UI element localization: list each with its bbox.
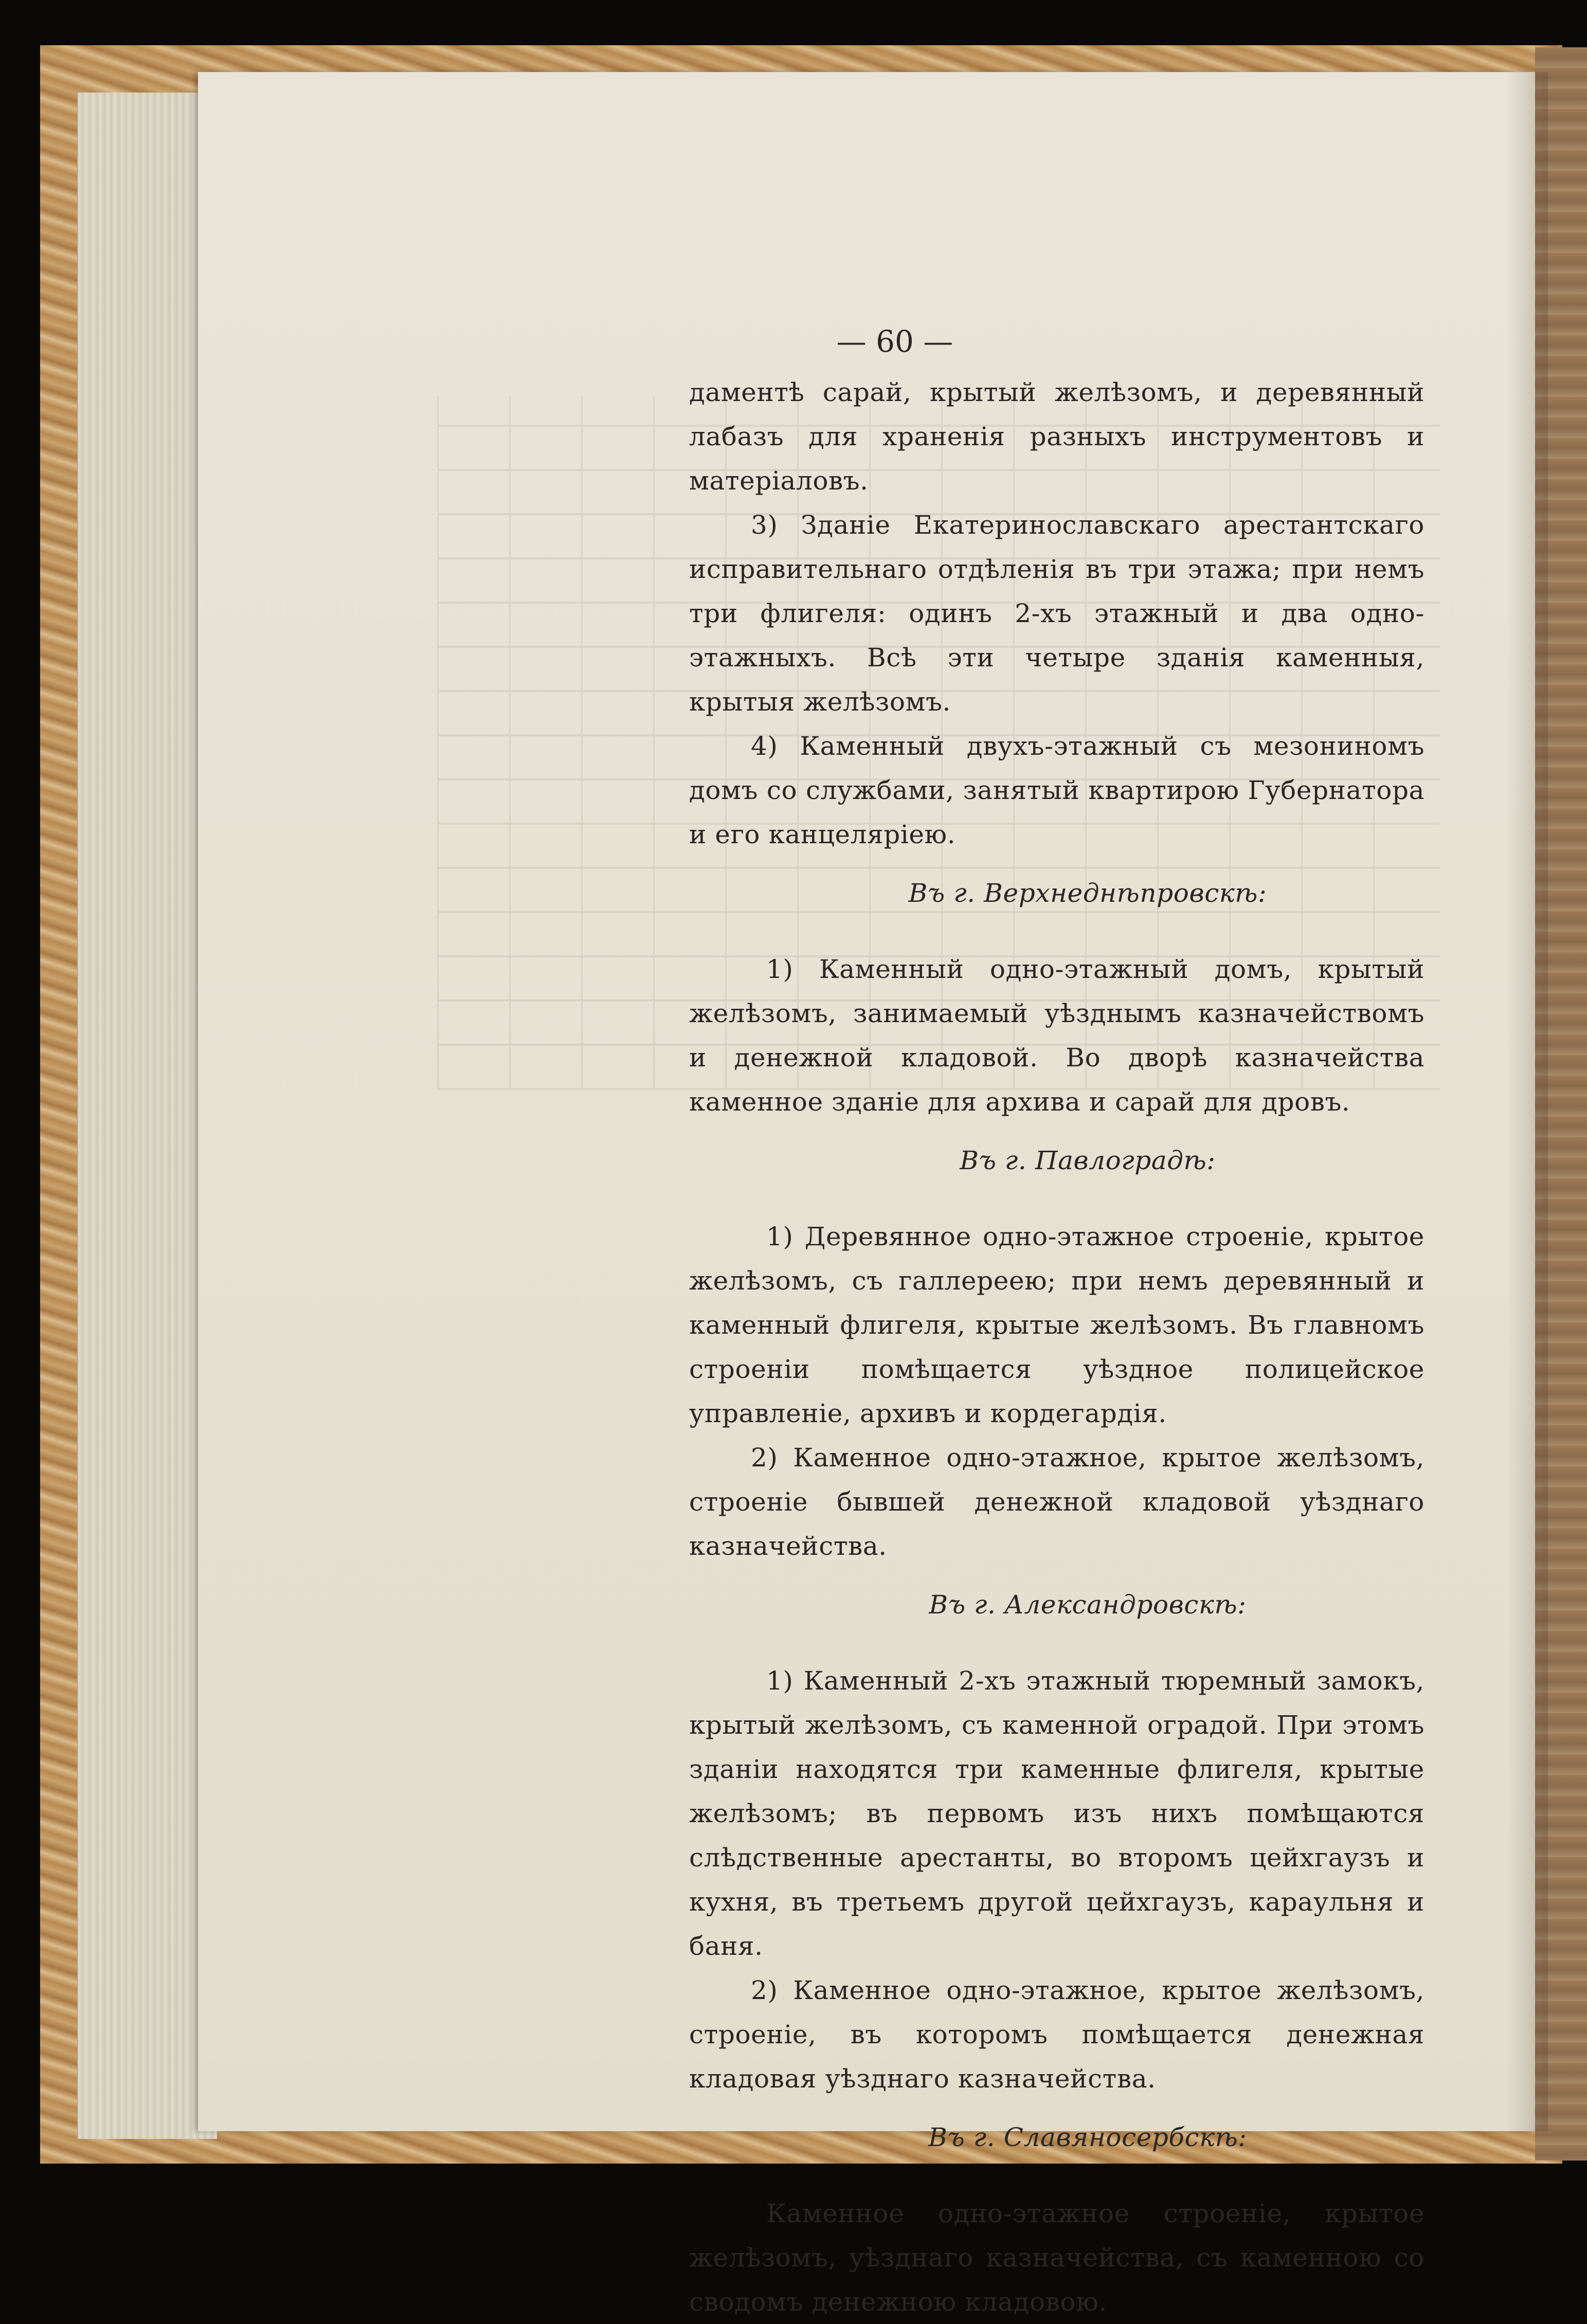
- page-text: [689, 370, 1424, 2324]
- paragraph: 1) Деревянное одно-этажное строеніе, крытое желѣзомъ, съ галлереею; при немъ деревянный и каменный флигеля, крытые желѣзомъ. Въ главномъ строеніи помѣщается уѣздное полицейское управленіе, архивъ и кордегардія.: [689, 1222, 1424, 1428]
- paragraph: 2) Каменное одно-этажное, крытое желѣзомъ, строеніе, въ которомъ помѣщается денежная кладовая уѣзднаго казначейства.: [689, 1975, 1424, 2094]
- section-heading: Въ г. Павлоградѣ:: [960, 1146, 1216, 1175]
- page-stack-edge: [77, 93, 217, 2139]
- page-gutter-shadow: [1507, 72, 1548, 2131]
- section-heading: Въ г. Верхнеднѣпровскѣ:: [908, 878, 1267, 908]
- page-number: — 60 —: [836, 324, 953, 359]
- paragraph: даментѣ сарай, крытый желѣзомъ, и деревянный лабазъ для храненія разныхъ инструментовъ и матеріаловъ.: [689, 377, 1424, 496]
- paragraph: Каменное одно-этажное строеніе, крытое желѣзомъ, уѣзднаго казначейства, съ каменною со сводомъ денежною кладовою.: [689, 2199, 1424, 2317]
- paragraph: 1) Каменный 2-хъ этажный тюремный замокъ, крытый желѣзомъ, съ каменной оградой. При этомъ зданіи находятся три каменные флигеля, крытые желѣзомъ; въ первомъ изъ нихъ помѣщаются слѣдственные арестанты, во второмъ цейхгаузъ и кухня, въ третьемъ другой цейхгаузъ, караульня и баня.: [689, 1666, 1424, 1961]
- paragraph: 4) Каменный двухъ-этажный съ мезониномъ домъ со службами, занятый квартирою Губернатора и его канцеляріею.: [689, 731, 1424, 849]
- paragraph: 3) Зданіе Екатеринославскаго арестантскаго исправительнаго отдѣленія въ три этажа; при немъ три флигеля: одинъ 2-хъ этажный и два одно-этажныхъ. Всѣ эти четыре зданія каменныя, крытыя желѣзомъ.: [689, 510, 1424, 717]
- section-heading: Въ г. Славяносербскѣ:: [928, 2122, 1247, 2152]
- paragraph: 2) Каменное одно-этажное, крытое желѣзомъ, строеніе бывшей денежной кладовой уѣзднаго казначейства.: [689, 1443, 1424, 1561]
- section-heading: Въ г. Александровскѣ:: [929, 1590, 1247, 1620]
- paragraph: 1) Каменный одно-этажный домъ, крытый желѣзомъ, занимаемый уѣзднымъ казначействомъ и денежной кладовой. Во дворѣ казначейства каменное зданіе для архива и сарай для дровъ.: [689, 954, 1424, 1117]
